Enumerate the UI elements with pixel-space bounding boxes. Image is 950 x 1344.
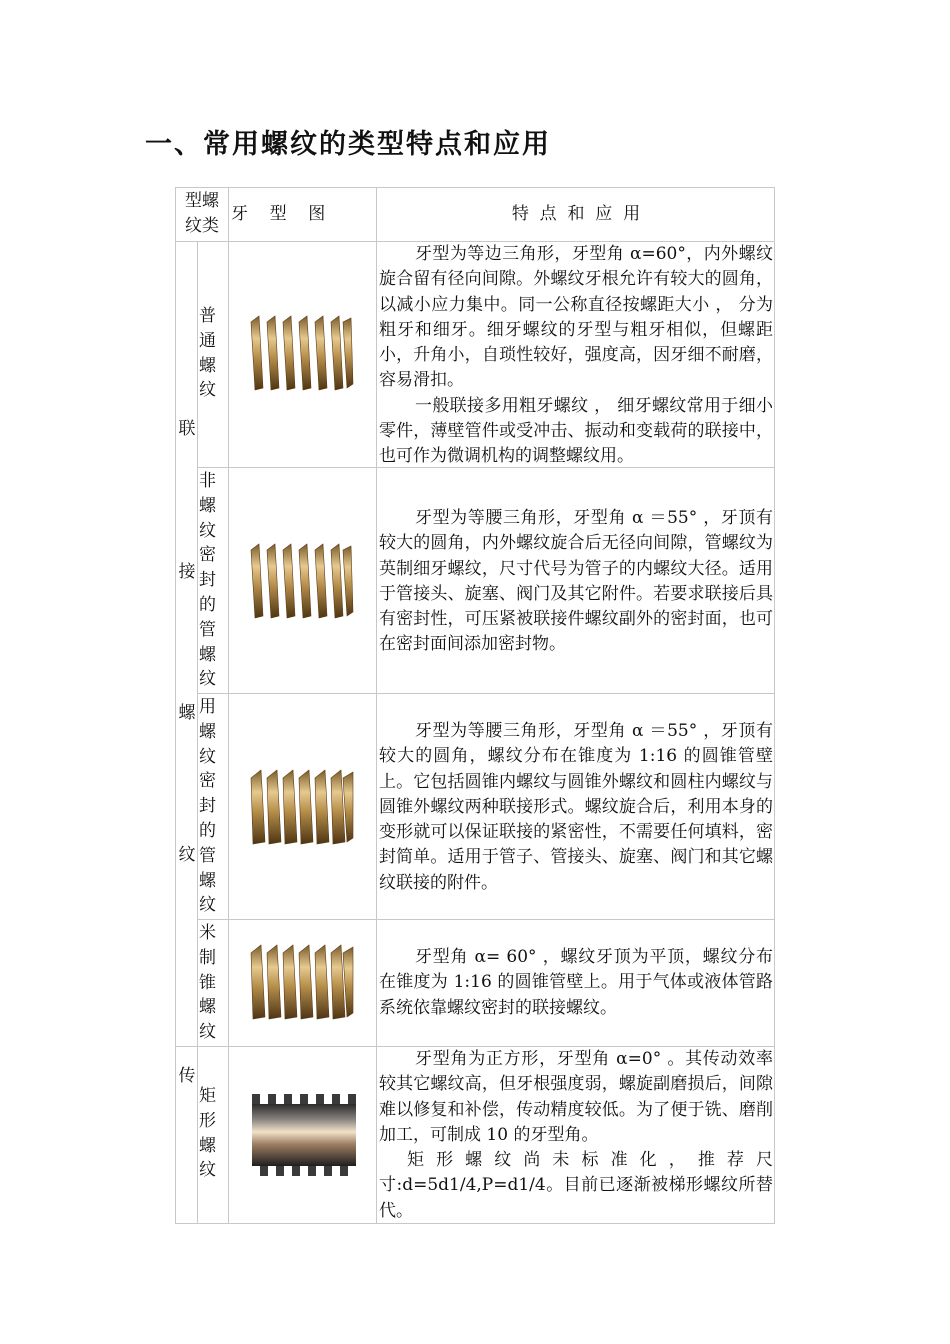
row-label-sealing-pipe-thread: 用螺纹密封的管螺纹 [199,697,216,916]
row-label-non-sealing-pipe-thread: 非螺纹密封的管螺纹 [199,471,216,690]
group-char: 传 [178,1066,196,1086]
row-separator [197,919,775,920]
group-column-divider [197,241,198,1224]
image-column-divider [228,187,229,1224]
row-description [377,506,774,658]
header-image-cell: 牙 型 图 [231,204,326,224]
description-paragraph: 牙型角 α= 60° ，螺纹牙顶为平顶，螺纹分布在锥度为 1:16 的圆锥管壁上。用于气体或液体管路系统依靠螺纹密封的联接螺纹。 [379,947,773,1018]
brass-thread-icon [249,542,355,620]
description-paragraph: 矩形螺纹尚未标准化，推荐尺寸:d=5d1/4,P=d1/4。目前已逐渐被梯形螺纹所替代。 [379,1150,773,1221]
header-desc-cell: 特 点 和 应 用 [511,204,641,224]
row-description [377,242,774,470]
group-char: 螺 [178,703,196,723]
square-thread-icon [252,1094,356,1176]
table-border-left [175,187,176,1224]
row-label-ordinary-thread: 普通螺纹 [199,306,216,401]
brass-thread-icon [249,943,355,1021]
row-separator [197,693,775,694]
row-description [377,1047,774,1224]
page-title: 一、常用螺纹的类型特点和应用 [145,129,551,160]
table-border-top [175,187,775,188]
group-char: 接 [178,562,196,582]
row-description [377,719,774,896]
row-label-metric-taper-thread: 米制锥螺纹 [199,923,216,1043]
row-label-square-thread: 矩形螺纹 [199,1086,216,1181]
brass-thread-icon [249,768,355,846]
description-paragraph: 牙型为等腰三角形，牙型角 α ＝55° ，牙顶有较大的圆角，螺纹分布在锥度为 1:16 的圆锥管壁上。它包括圆锥内螺纹与圆锥外螺纹和圆柱内螺纹与圆锥外螺纹两种联接形式。螺纹旋合后，利用本身的变形就可以保证联接的紧密性，不需要任何填料，密封简单。适用于管子、管接头、旋塞、阀门和其它螺纹联接的附件。 [379,721,773,893]
description-paragraph: 牙型为等边三角形，牙型角 α=60°，内外螺纹旋合留有径向间隙。外螺纹牙根允许有较大的圆角，以减小应力集中。同一公称直径按螺距大小 ， 分为粗牙和细牙。细牙螺纹的牙型与粗牙相似，但螺距小，升角小，自琐性较好，强度高，因牙细不耐磨，容易滑扣。 [379,244,773,391]
table-border-right [774,187,775,1224]
description-paragraph: 牙型为等腰三角形，牙型角 α ＝55° ，牙顶有较大的圆角，内外螺纹旋合后无径向间隙，管螺纹为英制细牙螺纹，尺寸代号为管子的内螺纹大径。适用于管接头、旋塞、阀门及其它附件。若要求联接后具有密封性，可压紧被联接件螺纹副外的密封面，也可在密封面间添加密封物。 [379,508,773,655]
description-paragraph: 一般联接多用粗牙螺纹 ， 细牙螺纹常用于细小零件，薄壁管件或受冲击、振动和变载荷的联接中，也可作为微调机构的调整螺纹用。 [379,395,773,467]
group-char: 联 [178,419,196,439]
header-type-cell: 型螺 纹类 [185,191,219,236]
row-description [377,945,774,1021]
description-paragraph: 牙型角为正方形，牙型角 α=0° 。其传动效率较其它螺纹高，但牙根强度弱，螺旋副磨损后，间隙难以修复和补偿，传动精度较低。为了便于铣、磨削加工，可制成 10 的牙型角。 [379,1049,773,1145]
group-char: 纹 [178,845,196,865]
brass-thread-icon [249,314,355,392]
